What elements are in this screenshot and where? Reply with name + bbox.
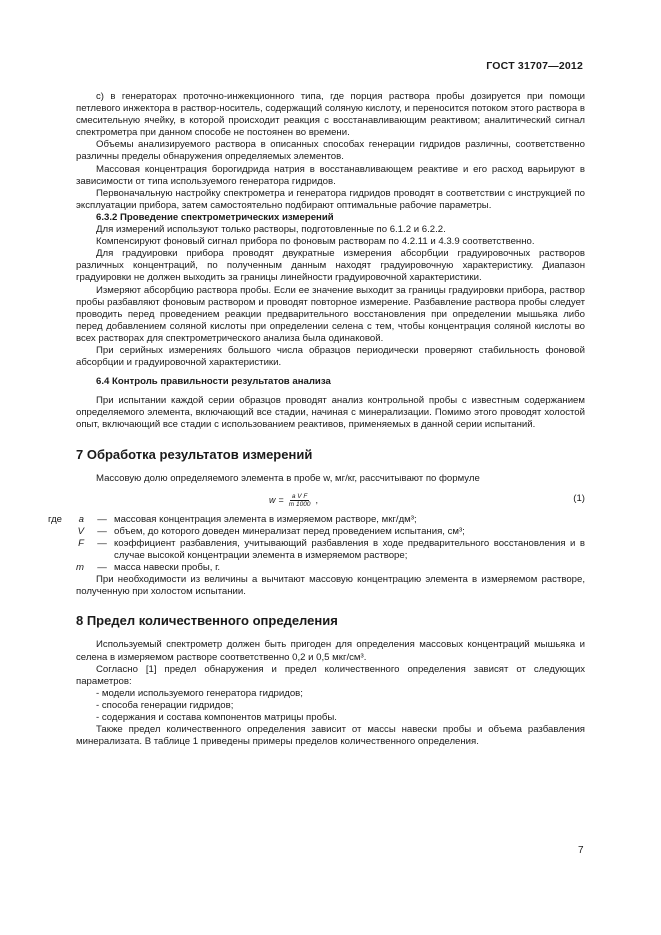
definition-text: масса навески пробы, г. [114, 562, 221, 574]
definition-row [48, 538, 585, 562]
definition-row [48, 514, 585, 526]
formula-comma: , [315, 495, 318, 506]
paragraph-serial: При серийных измерениях большого числа образцов периодически проверяют стабильность фоновой абсорбции и градуировочной характеристики. [76, 344, 585, 369]
paragraph-calibration: Для градуировки прибора проводят двукратные измерения абсорбции градуировочных растворов различных концентраций, по полученным данным находят градуировочную характеристику. Диапазон градуировки не должен выходить за границы линейности градуировочной характеристики. [76, 248, 585, 284]
definition-row [48, 526, 585, 538]
formula-lhs: w [269, 495, 276, 506]
definition-symbol: F [78, 537, 84, 549]
definition-text: массовая концентрация элемента в измеряемом растворе, мкг/дм³; [114, 513, 417, 525]
formula-numerator: a V F [291, 492, 308, 500]
definition-dash: — [97, 513, 107, 525]
paragraph-initial-setup: Первоначальную настройку спектрометра и генератора гидридов проводят в соответствии с инструкцией по эксплуатации прибора, затем самостоятельно подбирают оптимальные рабочие параметры. [76, 187, 585, 211]
variable-definitions [48, 514, 585, 574]
definition-symbol: m [76, 562, 84, 574]
list-item: - способа генерации гидридов; [96, 699, 234, 711]
paragraph-formula-intro: Массовую долю определяемого элемента в пробе w, мг/кг, рассчитывают по формуле [96, 472, 480, 484]
formula-expression [269, 493, 318, 508]
paragraph-generators-c: с) в генераторах проточно-инжекционного типа, где порция раствора пробы дозируется при помощи петлевого инжектора в раствор-носитель, содержащий соляную кислоту, и переносится потоком этого раствора в смесительную ячейку, в которой происходит реакция с восстанавливающим реактивом; аналитический сигнал спектрометра при данном способе не постоянен во времени. [76, 91, 585, 139]
subsection-heading-6-4: 6.4 Контроль правильности результатов анализа [96, 376, 331, 388]
formula-number: (1) [573, 492, 585, 504]
paragraph-solutions: Для измерений используют только растворы, подготовленные по 6.1.2 и 6.2.2. [96, 224, 446, 236]
subsection-heading-6-3-2: 6.3.2 Проведение спектрометрических измерений [96, 211, 334, 223]
section-heading-7: 7 Обработка результатов измерений [76, 446, 313, 462]
definition-text: объем, до которого доведен минерализат перед проведением испытания, см³; [114, 525, 465, 537]
list-item: - содержания и состава компонентов матрицы пробы. [96, 712, 337, 724]
definition-row [48, 562, 585, 574]
document-body [48, 91, 585, 748]
definition-symbol: V [77, 525, 84, 537]
page-number: 7 [578, 845, 584, 856]
standard-header: ГОСТ 31707—2012 [486, 60, 583, 72]
section-heading-8: 8 Предел количественного определения [76, 613, 338, 629]
list-item: - модели используемого генератора гидридов; [96, 687, 303, 699]
paragraph-absorption: Измеряют абсорбцию раствора пробы. Если ее значение выходит за границы градуировки прибора, раствор пробы разбавляют фоновым раствором и проводят повторное измерение. Разбавление раствора пробы следует проводить перед проведением реакции предварительного восстановления при определении мышьяка либо перед добавлением соляной кислоты при определении селена с тем, чтобы концентрация соляной кислоты во всех растворах для спектрометрического анализа была одинаковой. [76, 284, 585, 344]
paragraph-blank-subtract: При необходимости из величины a вычитают массовую концентрацию элемента в измеряемом растворе, полученную при холостом испытании. [76, 574, 585, 598]
where-label: где [48, 513, 63, 525]
paragraph-spectrometer: Используемый спектрометр должен быть пригоден для определения массовых концентраций мышьяка и селена в измеряемом растворе соответственно 0,2 и 0,5 мкг/см³. [76, 639, 585, 663]
paragraph-borohydride: Массовая концентрация борогидрида натрия в восстанавливающем реактиве и его расход варьируют в зависимости от типа используемого генератора гидридов. [76, 163, 585, 187]
definition-dash: — [97, 537, 107, 549]
paragraph-limit-depends: Также предел количественного определения зависит от массы навески пробы и объема разбавления минерализата. В таблице 1 приведены примеры пределов количественного определения. [76, 724, 585, 748]
definition-dash: — [97, 562, 107, 574]
paragraph-background: Компенсируют фоновый сигнал прибора по фоновым растворам по 4.2.11 и 4.3.9 соответственно. [96, 236, 535, 248]
formula-fraction [287, 493, 313, 508]
formula-equals: = [278, 495, 284, 506]
paragraph-according: Согласно [1] предел обнаружения и предел количественного определения зависят от следующих параметров: [76, 663, 585, 687]
definition-symbol: a [78, 513, 84, 525]
definition-text: коэффициент разбавления, учитывающий разбавления в ходе предварительного восстановления и в случае высокой концентрации элемента в измеряемом растворе; [114, 537, 585, 561]
formula-denominator: m 1000 [288, 500, 311, 508]
formula-1 [76, 492, 585, 514]
paragraph-volumes: Объемы анализируемого раствора в описанных способах генерации гидридов различны, соответственно различны пределы обнаружения определяемых элементов. [76, 139, 585, 163]
paragraph-control: При испытании каждой серии образцов проводят анализ контрольной пробы с известным содержанием определяемого элемента, включающий все стадии, начиная с минерализации. Помимо этого проводят холостой опыт, включающий все стадии с использованием реактивов, применяемых в данной серии испытаний. [76, 395, 585, 431]
definition-dash: — [97, 525, 107, 537]
